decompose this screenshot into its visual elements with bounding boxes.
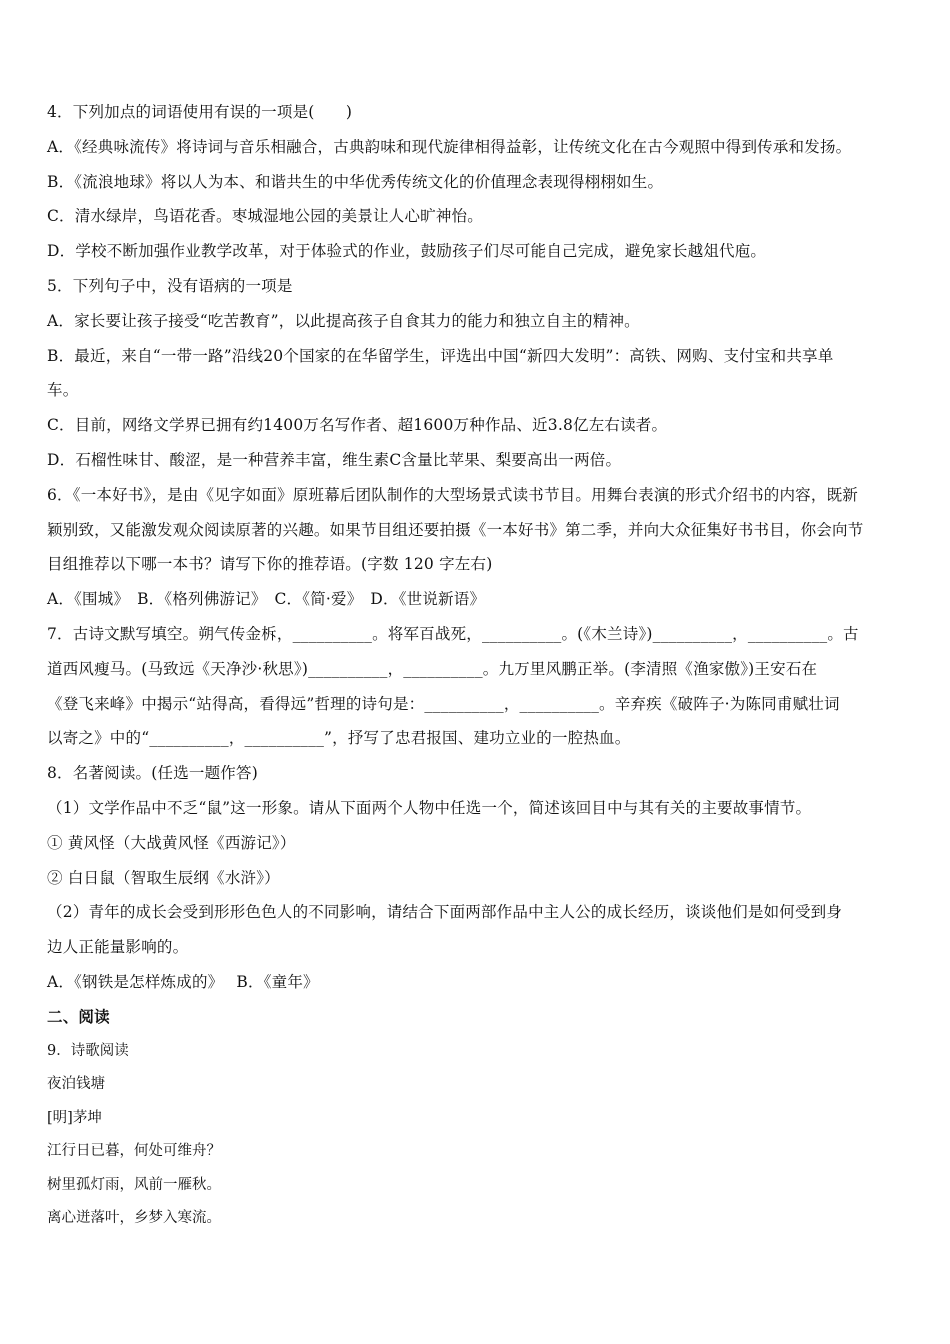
poem-line-3: 离心迸落叶，乡梦入寒流。 <box>47 1210 221 1227</box>
exam-page <box>47 95 909 1236</box>
poem-author: [明]茅坤 <box>47 1109 102 1126</box>
question-4-option-b: B．《流浪地球》将以人为本、和谐共生的中华优秀传统文化的价值理念表现得栩栩如生。 <box>47 172 664 191</box>
question-8-part2-line1: （2）青年的成长会受到形形色色人的不同影响，请结合下面两部作品中主人公的成长经历，谈谈他们是如何受到身 <box>47 903 843 922</box>
question-8-choice-1: ① 黄风怪（大战黄风怪《西游记》） <box>47 833 296 852</box>
question-4-option-a: A．《经典咏流传》将诗词与音乐相融合，古典韵味和现代旋律相得益彰，让传统文化在古今观照中得到传承和发扬。 <box>47 137 852 156</box>
poem-title: 夜泊钱塘 <box>47 1076 105 1093</box>
question-8-choice-2: ② 白日鼠（智取生辰纲《水浒》） <box>47 868 280 887</box>
poem-line-2: 树里孤灯雨，风前一雁秋。 <box>47 1176 221 1193</box>
poem-line-1: 江行日已暮，何处可维舟？ <box>47 1143 221 1160</box>
question-6-line2: 颖别致，又能激发观众阅读原著的兴趣。如果节目组还要拍摄《一本好书》第二季，并向大众征集好书书目，你会向节 <box>47 520 864 539</box>
question-8-options: A．《钢铁是怎样炼成的》 B．《童年》 <box>47 972 319 991</box>
question-4-stem: 4．下列加点的词语使用有误的一项是( ) <box>47 103 353 121</box>
question-9-stem: 9．诗歌阅读 <box>47 1042 129 1059</box>
question-7-line1: 7．古诗文默写填空。朔气传金柝，__________。将军百战死，__________。(《木兰诗》)__________，__________。古 <box>47 624 859 643</box>
question-6-options: A．《围城》 B．《格列佛游记》 C．《简·爱》 D．《世说新语》 <box>47 590 486 609</box>
question-7-line4: 以寄之》中的“__________，__________”，抒写了忠君报国、建功立业的一腔热血。 <box>47 729 631 748</box>
question-4-option-c: C．清水绿岸，鸟语花香。枣城湿地公园的美景让人心旷神怡。 <box>47 207 483 226</box>
section-heading-reading: 二、阅读 <box>47 1006 110 1026</box>
question-5-option-b-line2: 车。 <box>47 381 79 400</box>
question-8-stem: 8．名著阅读。(任选一题作答) <box>47 764 258 783</box>
question-7-line3: 《登飞来峰》中揭示“站得高，看得远”哲理的诗句是：__________，__________。辛弃疾《破阵子·为陈同甫赋壮词 <box>47 694 840 713</box>
question-5-stem: 5．下列句子中，没有语病的一项是 <box>47 276 293 295</box>
question-5-option-a: A．家长要让孩子接受“吃苦教育”，以此提高孩子自食其力的能力和独立自主的精神。 <box>47 311 640 330</box>
question-5-option-d: D．石榴性味甘、酸涩，是一种营养丰富，维生素C含量比苹果、梨要高出一两倍。 <box>47 450 622 469</box>
question-4-option-d: D．学校不断加强作业教学改革，对于体验式的作业，鼓励孩子们尽可能自己完成，避免家长越俎代庖。 <box>47 242 767 261</box>
question-5-option-b-line1: B．最近，来自“一带一路”沿线20个国家的在华留学生，评选出中国“新四大发明”：高铁、网购、支付宝和共享单 <box>47 346 834 365</box>
question-8-part2-line2: 边人正能量影响的。 <box>47 938 189 957</box>
question-6-line3: 目组推荐以下哪一本书？请写下你的推荐语。(字数 120 字左右) <box>47 555 493 574</box>
question-7-line2: 道西风瘦马。(马致远《天净沙·秋思》)__________，__________。九万里风鹏正举。(李清照《渔家傲》)王安石在 <box>47 659 818 678</box>
question-8-part1: （1）文学作品中不乏“鼠”这一形象。请从下面两个人物中任选一个，简述该回目中与其有关的主要故事情节。 <box>47 798 812 817</box>
question-6-line1: 6．《一本好书》，是由《见字如面》原班幕后团队制作的大型场景式读书节目。用舞台表演的形式介绍书的内容，既新 <box>47 485 858 504</box>
question-5-option-c: C．目前，网络文学界已拥有约1400万名写作者、超1600万种作品、近3.8亿左右读者。 <box>47 416 668 435</box>
